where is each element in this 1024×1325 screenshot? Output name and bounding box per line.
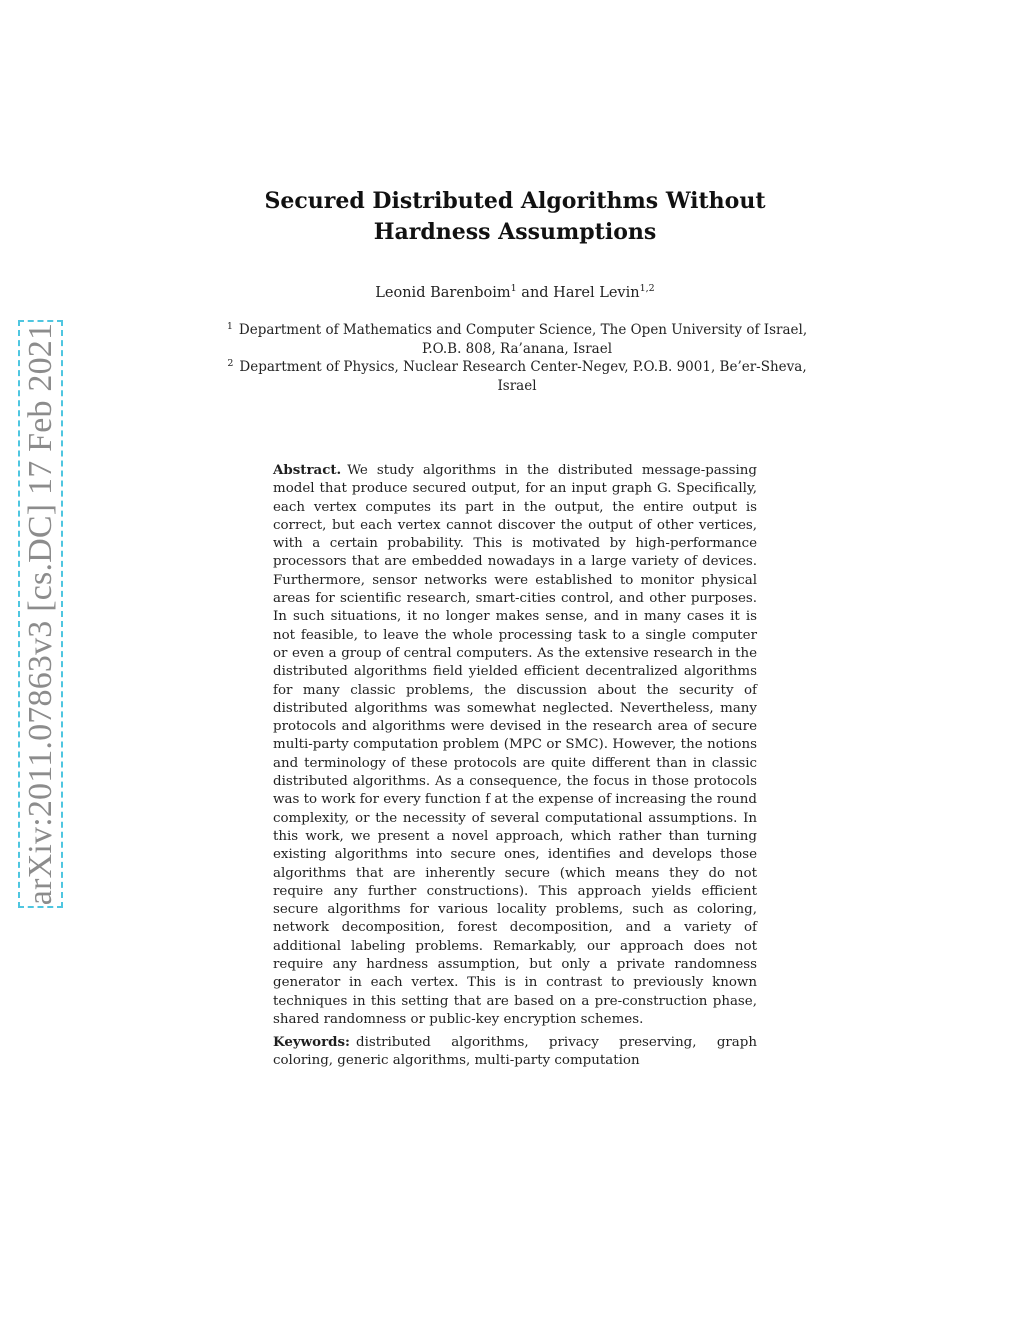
author-affiliation-mark: 1 <box>510 283 517 294</box>
arxiv-stamp <box>18 320 63 908</box>
affiliation-mark: 2 <box>227 358 234 369</box>
abstract <box>273 461 757 1029</box>
author-name: Harel Levin <box>553 285 640 301</box>
affiliation-mark: 1 <box>226 321 233 332</box>
affiliation-line: Israel <box>497 377 537 394</box>
author-affiliation-mark: 1,2 <box>639 283 655 294</box>
author-name: Leonid Barenboim <box>375 285 511 301</box>
title-line-1: Secured Distributed Algorithms Without <box>264 188 766 214</box>
arxiv-identifier: arXiv:2011.07863v3 [cs.DC] 17 Feb 2021 <box>21 322 59 906</box>
keywords <box>273 1033 757 1071</box>
paper-title <box>230 186 800 248</box>
affiliation-2 <box>222 358 812 395</box>
abstract-label: Abstract. <box>273 462 342 478</box>
affiliation-1 <box>222 321 812 358</box>
affiliation-line: P.O.B. 808, Ra’anana, Israel <box>421 340 613 357</box>
author-conjunction: and <box>521 285 549 301</box>
abstract-text: We study algorithms in the distributed message-passing model that produce secured output, for an input graph G. Specifically, each vertex computes its part in the output, the entire output is correct, but each vertex cannot discover the output of other vertices, with a certain probability. This is motivated by high-performance processors that are embedded nowadays in a large variety of devices. Furthermore, sensor networks were established to monitor physical areas for scientific research, smart-cities control, and other purposes. In such situations, it no longer makes sense, and in many cases it is not feasible, to leave the whole processing task to a single computer or even a group of central computers. As the extensive research in the distributed algorithms field yielded efficient decentralized algorithms for many classic problems, the discussion about the security of distributed algorithms was somewhat neglected. Nevertheless, many protocols and algorithms were devised in the research area of secure multi-party computation problem (MPC or SMC). However, the notions and terminology of these protocols are quite different than in classic distributed algorithms. As a consequence, the focus in those protocols was to work for every function f at the expense of increasing the round complexity, or the necessity of several computational assumptions. In this work, we present a novel approach, which rather than turning existing algorithms into secure ones, identifies and develops those algorithms that are inherently secure (which means they do not require any further constructions). This approach yields efficient secure algorithms for various locality problems, such as coloring, network decomposition, forest decomposition, and a variety of additional labeling problems. Remarkably, our approach does not require any hardness assumption, but only a private randomness generator in each vertex. This is in contrast to previously known techniques in this setting that are based on a pre-construction phase, shared randomness or public-key encryption schemes. <box>273 463 757 1027</box>
affiliation-line: Department of Physics, Nuclear Research Center-Negev, P.O.B. 9001, Be’er-Sheva, <box>239 359 807 375</box>
author-list <box>230 285 800 301</box>
title-line-2: Hardness Assumptions <box>373 219 657 245</box>
keywords-text: distributed algorithms, privacy preserving, graph coloring, generic algorithms, multi-party computation <box>273 1035 757 1069</box>
keywords-label: Keywords: <box>273 1034 351 1050</box>
affiliation-line: Department of Mathematics and Computer Science, The Open University of Israel, <box>238 322 808 338</box>
